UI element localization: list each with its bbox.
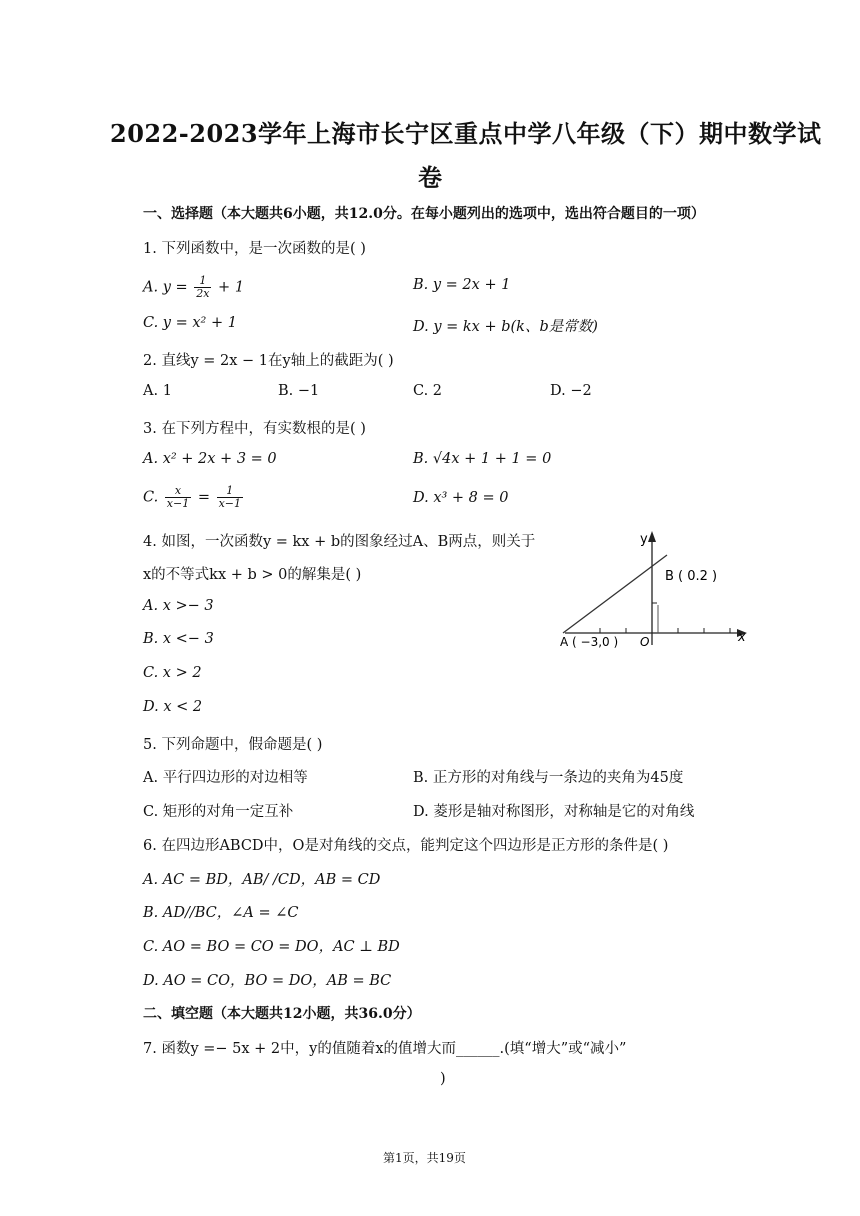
question-4-stem-line-2: x的不等式kx + b > 0的解集是( )	[143, 567, 362, 583]
question-6-option-a: A. AC = BD，AB/ /CD，AB = CD	[143, 872, 381, 888]
question-1-option-a: A. y = $\frac{1}{2x}$ + 1	[143, 274, 245, 300]
page-title-line-2: 卷	[418, 163, 443, 192]
point-a-label: A ( −3,0 )	[560, 635, 619, 649]
question-6-option-d: D. AO = CO，BO = DO，AB = BC	[143, 973, 392, 989]
question-3-option-b: B. √4x + 1 + 1 = 0	[413, 451, 552, 467]
question-3-option-c: C. $\frac{x}{x-1}$ = $\frac{1}{x-1}$	[143, 484, 242, 510]
question-2-stem: 2. 直线y = 2x − 1在y轴上的截距为( )	[143, 353, 394, 369]
page-number-footer: 第1页，共19页	[383, 1151, 466, 1165]
question-5-option-d: D. 菱形是轴对称图形，对称轴是它的对角线	[413, 804, 695, 820]
question-2-option-d: D. −2	[550, 383, 592, 399]
origin-label: O	[640, 635, 650, 649]
question-3-option-d: D. x³ + 8 = 0	[413, 490, 509, 506]
question-5-stem: 5. 下列命题中，假命题是( )	[143, 737, 323, 753]
question-1-option-d: D. y = kx + b(k、b是常数)	[413, 319, 598, 335]
section-heading-fill-blank: 二、填空题（本大题共12小题，共36.0分）	[143, 1006, 421, 1022]
question-6-option-b: B. AD//BC，∠A = ∠C	[143, 905, 299, 921]
question-5-option-c: C. 矩形的对角一定互补	[143, 804, 294, 820]
point-b-label: B ( 0.2 )	[665, 569, 718, 584]
question-6-stem: 6. 在四边形ABCD中，O是对角线的交点，能判定这个四边形是正方形的条件是( )	[143, 838, 669, 854]
question-4-graph-figure	[555, 525, 760, 655]
y-axis-label: y	[640, 532, 648, 547]
y-axis-arrow-icon	[648, 531, 656, 542]
question-6-option-c: C. AO = BO = CO = DO，AC ⊥ BD	[143, 939, 400, 955]
question-4-option-d: D. x < 2	[143, 699, 203, 715]
section-heading-choice: 一、选择题（本大题共6小题，共12.0分。在每小题列出的选项中，选出符合题目的一项）	[143, 206, 705, 222]
question-5-option-a: A. 平行四边形的对边相等	[143, 770, 308, 786]
question-1-stem: 1. 下列函数中，是一次函数的是( )	[143, 241, 366, 257]
question-3-stem: 3. 在下列方程中，有实数根的是( )	[143, 421, 366, 437]
question-5-option-b: B. 正方形的对角线与一条边的夹角为45度	[413, 770, 684, 786]
page-title-line-1: 2022-2023学年上海市长宁区重点中学八年级（下）期中数学试	[110, 119, 822, 148]
question-4-stem-line-1: 4. 如图，一次函数y = kx + b的图象经过A、B两点，则关于	[143, 534, 536, 550]
question-7-stem: 7. 函数y =− 5x + 2中，y的值随着x的值增大而______.(填“增大”或“减小”	[143, 1041, 627, 1057]
question-4-option-b: B. x <− 3	[143, 631, 214, 647]
x-axis-label: x	[738, 630, 746, 645]
question-2-option-c: C. 2	[413, 383, 443, 399]
question-3-option-a: A. x² + 2x + 3 = 0	[143, 451, 277, 467]
question-2-option-a: A. 1	[143, 383, 172, 399]
question-1-option-c: C. y = x² + 1	[143, 315, 237, 331]
question-4-option-a: A. x >− 3	[143, 598, 214, 614]
question-2-option-b: B. −1	[278, 383, 320, 399]
question-7-stem-continuation: )	[440, 1071, 446, 1087]
question-1-option-b: B. y = 2x + 1	[413, 277, 511, 293]
question-4-option-c: C. x > 2	[143, 665, 202, 681]
